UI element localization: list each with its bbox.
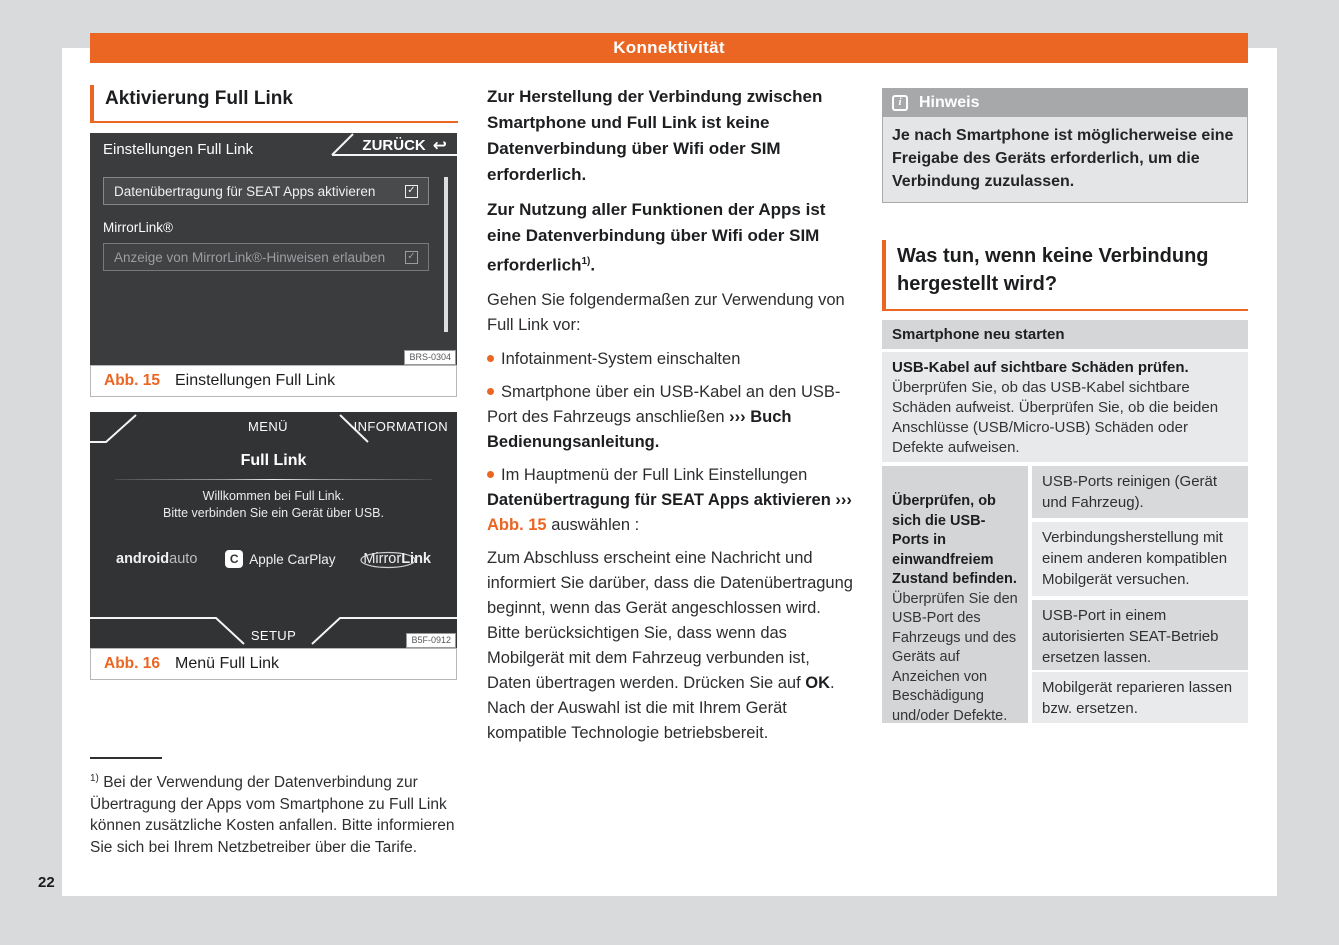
bullet-icon — [487, 355, 494, 362]
paragraph-closing — [487, 546, 856, 746]
list-item-text: Smartphone über ein USB-Kabel an den USB-Port des Fahrzeugs anschließen — [487, 382, 841, 426]
info-icon: i — [892, 95, 908, 111]
list-item — [487, 347, 856, 372]
list-item-ref: ››› Buch Bedienungsanleitung. — [487, 407, 792, 451]
tab-menu: MENÜ — [248, 419, 288, 434]
section-title-text: Was tun, wenn keine Verbindung hergestellt wird? — [897, 245, 1209, 295]
troubleshoot-cell-text: Überprüfen Sie den USB-Port des Fahrzeugs und des Geräts auf Anzeichen von Beschädigung und/oder Defekte. — [892, 590, 1018, 724]
troubleshoot-step-text: Überprüfen Sie, ob das USB-Kabel sichtbare Schäden aufweist. Überprüfen Sie, ob die beiden Anschlüsse (USB/Micro-USB) Schäden oder Defekte aufweisen. — [892, 379, 1219, 456]
paragraph-bold-2-period: . — [590, 255, 596, 275]
back-button — [362, 137, 447, 154]
ok-keyword: OK — [805, 673, 831, 692]
tab-information: INFORMATION — [353, 419, 448, 434]
list-item-bold: Datenübertragung für SEAT Apps aktivieren — [487, 490, 836, 509]
bullet-icon — [487, 471, 494, 478]
figure-reference: Abb. 15 — [487, 515, 547, 534]
tab-setup: SETUP — [250, 628, 297, 643]
android-auto-logo-light: auto — [169, 551, 198, 567]
mirrorlink-logo-regular: Mirror — [363, 551, 402, 567]
note-title: Hinweis — [919, 93, 980, 111]
troubleshoot-step-usb-cable — [882, 352, 1248, 462]
paragraph-bold-2 — [487, 197, 856, 279]
footnote-ref: 1) — [581, 256, 591, 267]
carplay-label: Apple CarPlay — [249, 551, 336, 567]
setting-row-data-transfer — [103, 177, 429, 205]
steps-list — [487, 347, 856, 538]
figure-code: BRS-0304 — [404, 350, 456, 365]
welcome-line2: Bitte verbinden Sie ein Gerät über USB. — [163, 506, 384, 520]
infotainment-screen-fulllink-menu — [90, 412, 457, 648]
bullet-icon — [487, 388, 494, 395]
screen-divider-lines — [90, 412, 457, 648]
note-text: Je nach Smartphone ist möglicherweise eine Freigabe des Geräts erforderlich, um die Verbindung zuzulassen. — [882, 117, 1248, 203]
paragraph-bold-2-text: Zur Nutzung aller Funktionen der Apps ist eine Datenverbindung über Wifi oder SIM erforderlich — [487, 200, 826, 275]
checkbox-checked-icon: ✓ — [405, 185, 418, 198]
note-box — [882, 88, 1248, 203]
figure-code: B5F-0912 — [406, 633, 456, 648]
troubleshoot-action: USB-Port in einem autorisierten SEAT-Betrieb ersetzen lassen. — [1032, 600, 1248, 670]
footnote-rule — [90, 757, 162, 759]
section-title-aktivierung — [90, 85, 458, 123]
list-item-tail: auswählen : — [546, 515, 640, 534]
carplay-icon: C — [225, 550, 243, 568]
body-text-column — [487, 84, 856, 755]
troubleshoot-cell-title: Überprüfen, ob sich die USB-Ports in einwandfreiem Zustand befinden. — [892, 493, 1017, 587]
group-label-mirrorlink: MirrorLink® — [103, 220, 173, 235]
back-arrow-icon: ↩ — [432, 135, 447, 155]
back-button-label: ZURÜCK — [362, 137, 426, 154]
list-item — [487, 380, 856, 455]
list-item — [487, 463, 856, 538]
figure-caption — [90, 648, 457, 680]
footnote-text: Bei der Verwendung der Datenverbindung zur Übertragung der Apps vom Smartphone zu Full Link können zusätzliche Kosten anfallen. Bitte informieren Sie sich bei Ihrem Netzbetreiber über die Tarife. — [90, 774, 455, 856]
technology-logos — [90, 550, 457, 568]
troubleshoot-step-title: USB-Kabel auf sichtbare Schäden prüfen. — [892, 359, 1189, 376]
page-number: 22 — [38, 874, 55, 891]
figure-caption — [90, 365, 457, 397]
infotainment-screen-settings — [90, 133, 457, 365]
section-title-text: Aktivierung Full Link — [105, 88, 293, 109]
figure-label: Abb. 15 — [104, 372, 160, 389]
android-auto-logo — [116, 550, 197, 568]
paragraph-closing-tail: . Nach der Auswahl ist die mit Ihrem Gerät kompatible Technologie betriebsbereit. — [487, 673, 835, 742]
note-header — [882, 88, 1248, 117]
troubleshoot-action: Verbindungsherstellung mit einem anderen kompatiblen Mobilgerät versuchen. — [1032, 522, 1248, 596]
title-divider — [115, 479, 432, 480]
paragraph-closing-text: Zum Abschluss erscheint eine Nachricht und informiert Sie darüber, dass die Datenübertragung beginnt, wenn das Gerät angeschlossen wird. Bitte berücksichtigen Sie, dass wenn das Mobilgerät mit dem Fahrzeug verbunden ist, Daten übertragen werden. Drücken Sie auf — [487, 548, 853, 692]
ref-arrows: ››› — [835, 490, 852, 509]
footnote-marker: 1) — [90, 773, 99, 784]
figure-16 — [90, 412, 457, 680]
welcome-message — [90, 488, 457, 522]
troubleshoot-cell-usb-ports — [882, 466, 1028, 723]
figure-15 — [90, 133, 457, 397]
fulllink-title: Full Link — [240, 452, 307, 469]
chapter-header-bar — [90, 33, 1248, 63]
android-auto-logo-bold: android — [116, 551, 170, 567]
scrollbar — [444, 177, 448, 332]
mirrorlink-swoosh-icon — [359, 551, 417, 570]
figure-caption-text: Einstellungen Full Link — [174, 372, 336, 389]
list-item-text: Im Hauptmenü der Full Link Einstellungen — [501, 465, 808, 484]
apple-carplay-logo — [225, 550, 335, 568]
troubleshoot-action: Mobilgerät reparieren lassen bzw. ersetzen. — [1032, 672, 1248, 723]
mirrorlink-logo — [363, 551, 431, 567]
footnote — [90, 768, 472, 858]
troubleshoot-action: USB-Ports reinigen (Gerät und Fahrzeug). — [1032, 466, 1248, 518]
setting-label: Datenübertragung für SEAT Apps aktivieren — [114, 183, 376, 199]
troubleshoot-step-restart: Smartphone neu starten — [882, 320, 1248, 349]
chapter-title: Konnektivität — [613, 38, 725, 57]
paragraph-bold-1: Zur Herstellung der Verbindung zwischen Smartphone und Full Link ist keine Datenverbindung über Wifi oder SIM erforderlich. — [487, 87, 823, 184]
setting-row-mirrorlink-hints — [103, 243, 429, 271]
list-item-text: Infotainment-System einschalten — [501, 349, 741, 368]
figure-label: Abb. 16 — [104, 655, 160, 672]
screen-title: Einstellungen Full Link — [103, 141, 254, 158]
mirrorlink-logo-bold: Link — [401, 551, 431, 567]
setting-label: Anzeige von MirrorLink®-Hinweisen erlauben — [114, 249, 386, 265]
checkbox-checked-icon: ✓ — [405, 251, 418, 264]
welcome-line1: Willkommen bei Full Link. — [202, 489, 345, 503]
section-title-troubleshooting — [882, 240, 1248, 311]
figure-caption-text: Menü Full Link — [174, 655, 280, 672]
paragraph-intro: Gehen Sie folgendermaßen zur Verwendung von Full Link vor: — [487, 290, 845, 334]
